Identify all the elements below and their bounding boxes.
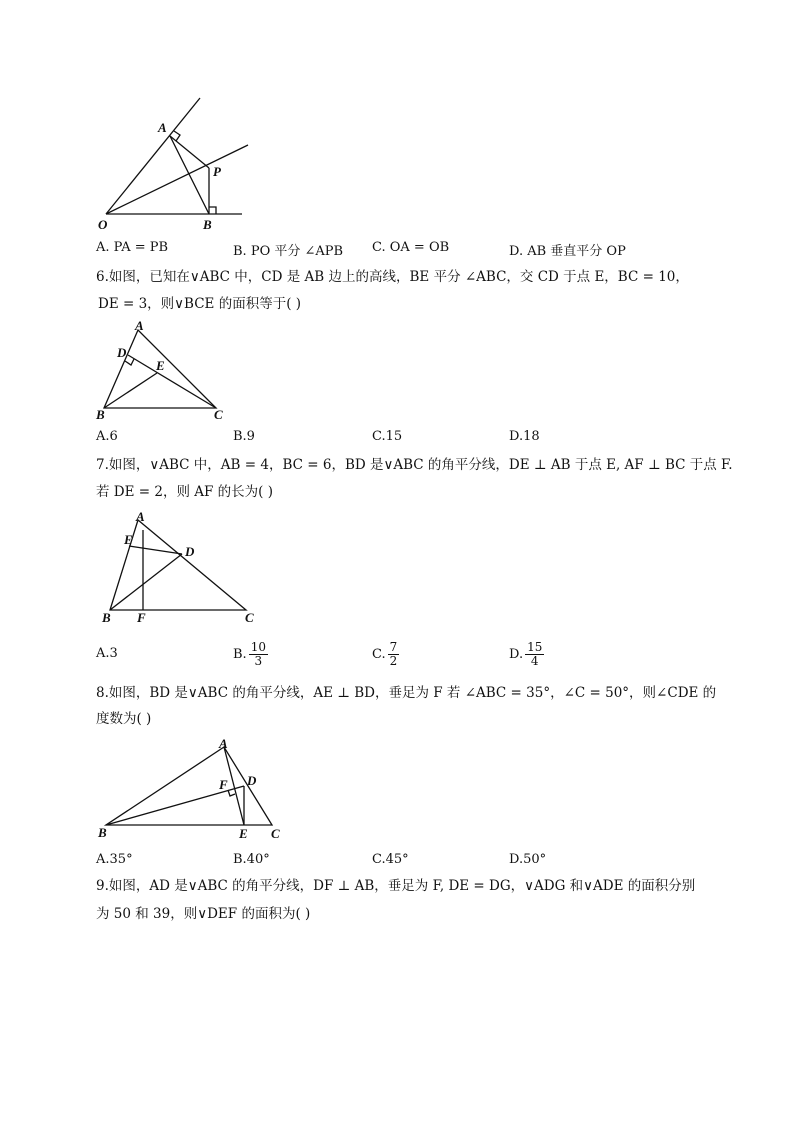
q6-option-b[interactable]: B.9 [233,429,255,444]
q6-label-c: C [214,407,223,422]
q7-figure [94,508,264,628]
q7-option-a[interactable]: A.3 [96,646,118,661]
q5-ray-op [106,145,248,214]
q7-label-d: D [185,544,195,559]
q5-right-angle-b [209,207,216,214]
q6-segment-cd [128,355,216,408]
q5-option-d[interactable]: D. AB 垂直平分 OP [509,244,626,259]
q5-label-b: B [203,217,212,232]
q5-label-p: P [213,164,221,179]
q8-label-d: D [247,773,257,788]
q7-label-c: C [245,610,254,625]
q5-figure [90,92,260,237]
q6-options [96,429,716,449]
q7-option-d-fraction: $\frac{15}{4}$ [527,640,543,668]
q8-option-d[interactable]: D.50° [509,852,547,867]
q8-option-b[interactable]: B.40° [233,852,270,867]
q5-option-b[interactable]: B. PO 平分 ∠APB [233,244,344,259]
q8-stem-line2: 度数为( ) [96,711,152,727]
q5-segment-ab [170,136,209,214]
q7-option-d-prefix: D. [509,647,524,662]
q7-options [96,641,716,675]
q8-label-c: C [271,826,280,841]
q7-option-d[interactable] [509,641,544,668]
q7-option-b-fraction: $\frac{10}{3}$ [250,640,266,668]
q5-ray-oa [106,98,200,214]
q6-stem-line1: 6.如图，已知在∨ABC 中，CD 是 AB 边上的高线，BE 平分 ∠ABC，交 CD 于点 E，BC = 10， [96,269,689,285]
q7-label-a: A [136,509,145,524]
q7-option-b[interactable] [233,641,268,668]
q6-label-a: A [135,318,144,333]
q5-label-a: A [158,120,167,135]
q8-figure [94,735,294,845]
q7-label-e: E [124,532,133,547]
q8-option-c[interactable]: C.45° [372,852,409,867]
q5-option-a[interactable]: A. PA = PB [96,240,169,255]
q8-label-a: A [219,736,228,751]
q8-label-e: E [239,826,248,841]
q6-label-b: B [96,407,105,422]
q7-label-f: F [137,610,146,625]
q6-label-e: E [156,358,165,373]
q7-segment-bd [110,554,182,610]
q8-label-f: F [219,777,228,792]
q6-label-d: D [117,345,127,360]
q6-option-a[interactable]: A.6 [96,429,118,444]
q7-stem-line1: 7.如图，∨ABC 中，AB = 4，BC = 6，BD 是∨ABC 的角平分线，DE ⊥ AB 于点 E, AF ⊥ BC 于点 F. [96,457,733,473]
q7-option-b-prefix: B. [233,647,247,662]
q6-option-d[interactable]: D.18 [509,429,540,444]
q5-label-o: O [98,217,108,232]
q5-option-c[interactable]: C. OA = OB [372,240,450,255]
q6-option-c[interactable]: C.15 [372,429,403,444]
q7-option-c-prefix: C. [372,647,386,662]
q8-options [96,852,716,872]
q5-options [96,240,716,260]
q9-stem-line2: 为 50 和 39，则∨DEF 的面积为( ) [96,906,311,922]
q7-stem-line2: 若 DE = 2，则 AF 的长为( ) [96,484,273,500]
q7-option-c[interactable] [372,641,399,668]
q8-stem-line1: 8.如图，BD 是∨ABC 的角平分线，AE ⊥ BD，垂足为 F 若 ∠ABC = 35°，∠C = 50°，则∠CDE 的 [96,685,717,701]
q8-label-b: B [98,825,107,840]
q7-option-c-fraction: $\frac{7}{2}$ [389,640,398,668]
q6-stem-line2: DE = 3，则∨BCE 的面积等于( ) [98,296,302,312]
q7-label-b: B [102,610,111,625]
q6-figure [90,318,240,423]
q8-option-a[interactable]: A.35° [96,852,133,867]
q9-stem-line1: 9.如图，AD 是∨ABC 的角平分线，DF ⊥ AB，垂足为 F, DE = DG，∨ADG 和∨ADE 的面积分别 [96,878,696,894]
